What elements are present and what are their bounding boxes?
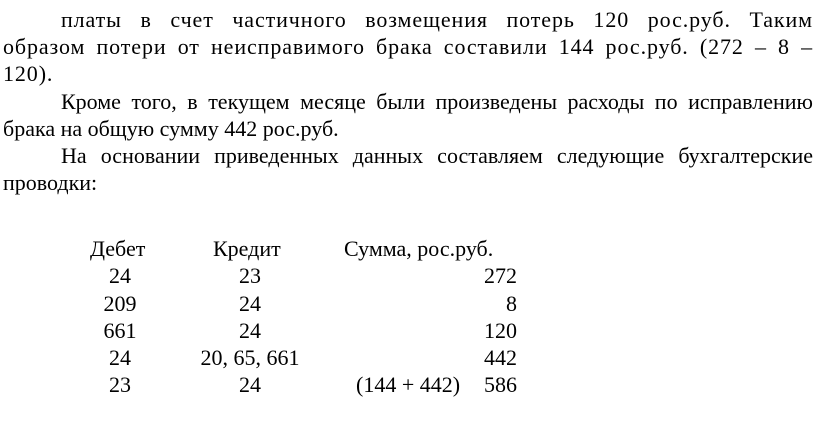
table-row-4-kredit: 20, 65, 661 <box>200 345 300 370</box>
table-row-5-kredit: 24 <box>239 372 261 397</box>
paragraph-1-line-1: платы в счет частичного возмещения потерь 120 рос.руб. Таким <box>61 7 813 32</box>
paragraph-2-line-2: брака на общую сумму 442 рос.руб. <box>3 116 339 141</box>
table-row-1-debet: 24 <box>109 263 131 288</box>
table-row-5-sum: 586 <box>484 372 517 397</box>
paragraph-2-line-1: Кроме того, в текущем месяце были произведены расходы по исправлению <box>61 89 813 114</box>
paragraph-1-line-3: 120). <box>3 61 54 86</box>
header-sum: Сумма, рос.руб. <box>344 236 494 261</box>
table-row-4-sum: 442 <box>484 345 517 370</box>
header-kredit: Кредит <box>213 236 281 261</box>
table-row-2-sum: 8 <box>506 291 517 316</box>
table-row-5-debet: 23 <box>109 372 131 397</box>
table-row-1-kredit: 23 <box>239 263 261 288</box>
table-row-2-debet: 209 <box>103 291 137 316</box>
table-row-5-note: (144 + 442) <box>356 372 461 397</box>
table-row-3-kredit: 24 <box>239 318 261 343</box>
table-row-1-sum: 272 <box>484 263 517 288</box>
paragraph-1-line-2: образом потери от неисправимого брака составили 144 рос.руб. (272 – 8 – <box>3 34 813 59</box>
table-row-4-debet: 24 <box>109 345 131 370</box>
paragraph-3-line-1: На основании приведенных данных составляем следующие бухгалтерские <box>61 143 813 168</box>
table-row-3-debet: 661 <box>103 318 137 343</box>
table-row-3-sum: 120 <box>484 318 517 343</box>
header-debet: Дебет <box>90 236 146 261</box>
table-row-2-kredit: 24 <box>239 291 261 316</box>
paragraph-3-line-2: проводки: <box>3 170 98 195</box>
